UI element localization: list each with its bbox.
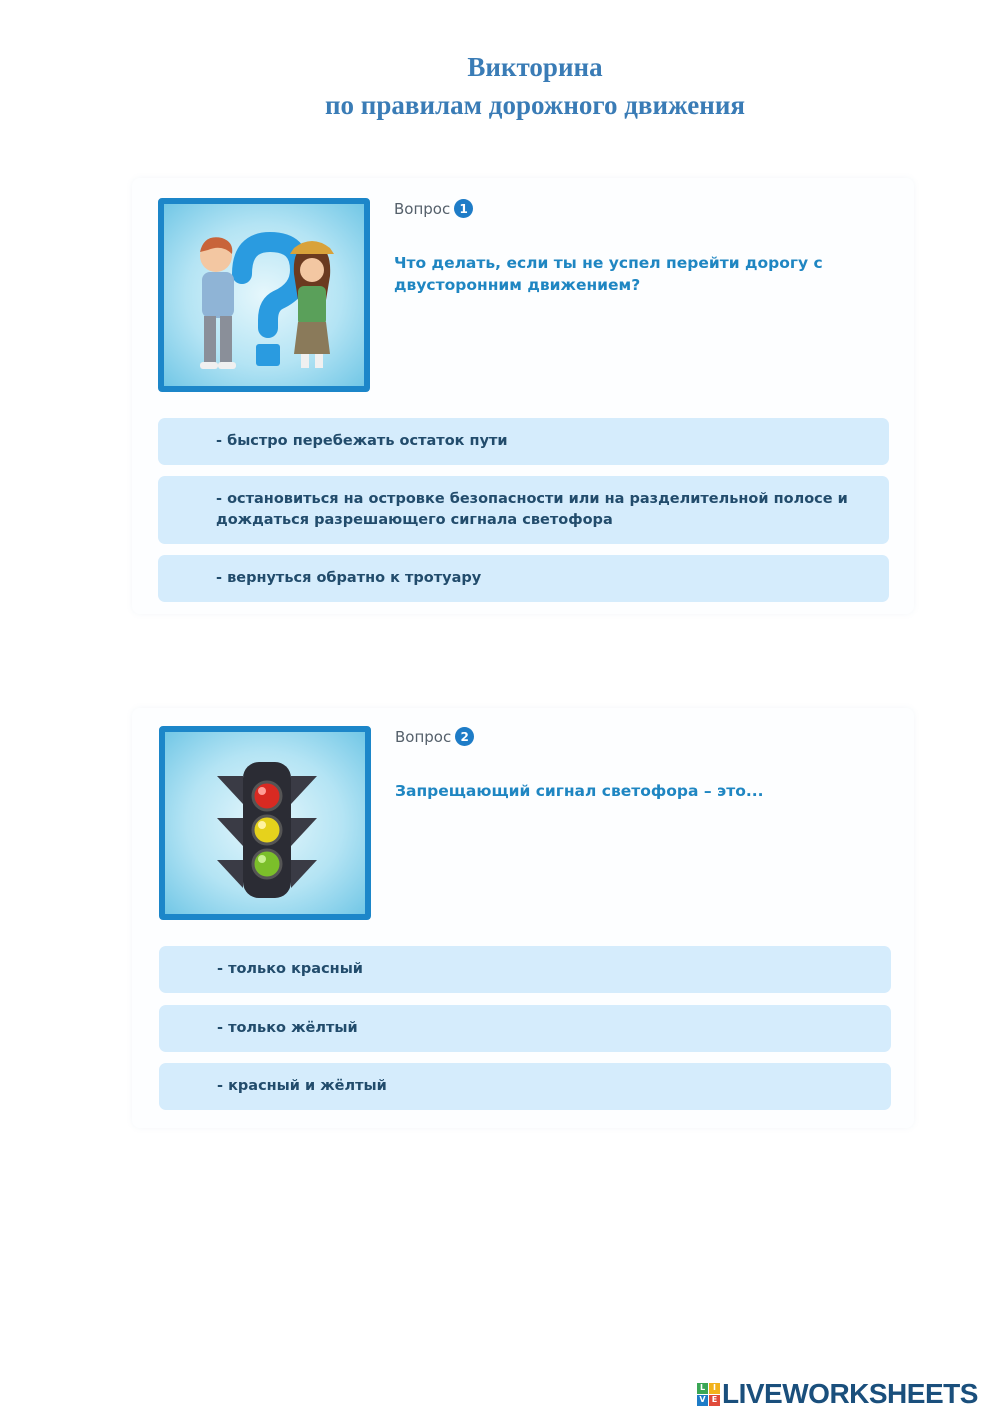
logo-text: LIVEWORKSHEETS [722,1378,978,1409]
question-2-label [395,727,474,746]
answer-option[interactable] [159,946,891,993]
answer-option-text: - быстро перебежать остаток пути [216,433,508,449]
traffic-light-icon [159,726,371,920]
answer-option[interactable] [158,476,889,544]
question-2-text: Запрещающий сигнал светофора – это... [395,782,764,800]
answer-option-text: - только красный [217,961,363,977]
question-number-badge: 1 [454,199,473,218]
answer-option-text: - только жёлтый [217,1020,358,1036]
liveworksheets-logo [697,1378,978,1410]
question-number-badge: 2 [455,727,474,746]
question-label-text: Вопрос [394,199,451,218]
question-1-label [394,199,473,218]
title-line-1: Викторина [467,52,603,82]
answer-option[interactable] [158,418,889,465]
answer-option[interactable] [159,1063,891,1110]
answer-option-text: - вернуться обратно к тротуару [216,570,482,586]
answer-option-text: - остановиться на островке безопасности или на разделительной полосе и дождаться разрешающего сигнала светофора [216,491,848,528]
question-1-text: Что делать, если ты не успел перейти дорогу с двусторонним движением? [394,254,823,294]
answer-option-text: - красный и жёлтый [217,1078,387,1094]
answer-option[interactable] [158,555,889,602]
page-title [0,48,1000,124]
title-line-2: по правилам дорожного движения [324,90,745,120]
logo-mark-icon: L I V E [697,1383,720,1406]
question-label-text: Вопрос [395,727,452,746]
kids-question-mark-icon [158,198,370,392]
answer-option[interactable] [159,1005,891,1052]
